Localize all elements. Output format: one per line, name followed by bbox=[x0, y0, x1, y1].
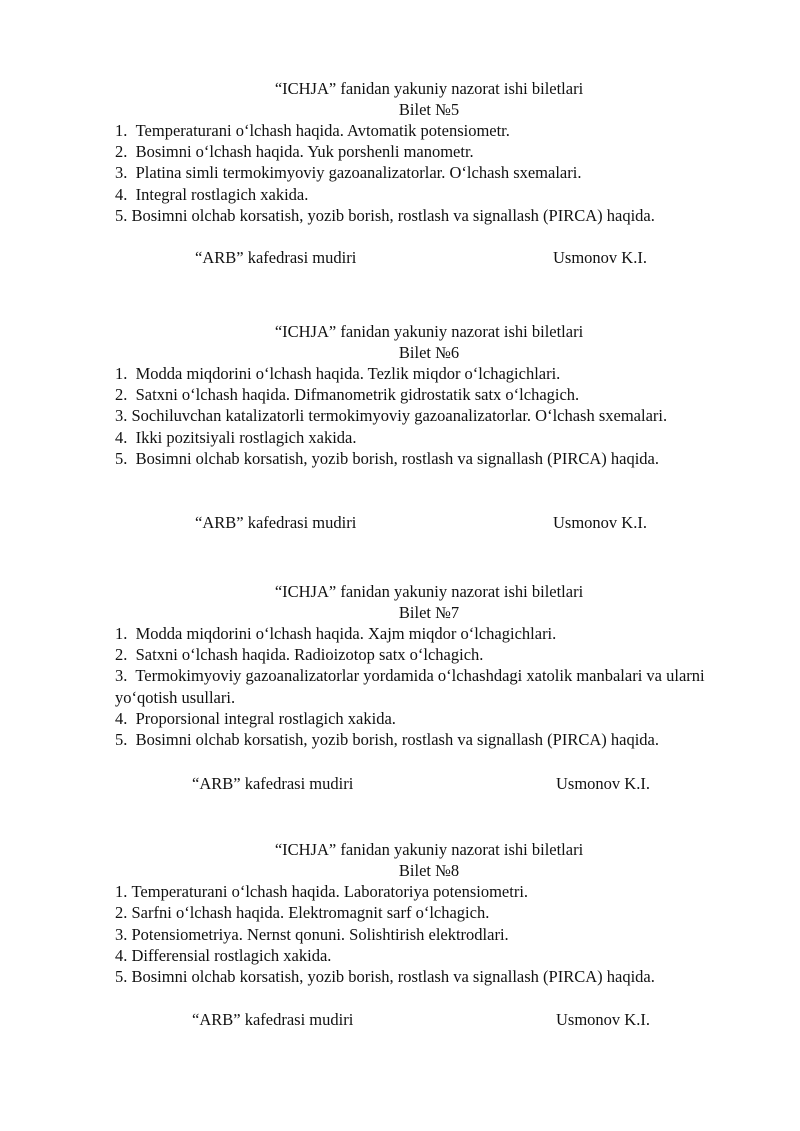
question-number: 3. bbox=[115, 406, 132, 426]
question-item bbox=[115, 623, 743, 644]
question-item bbox=[115, 665, 743, 707]
question-item bbox=[115, 141, 743, 162]
question-item bbox=[115, 184, 743, 205]
question-number: 4. bbox=[115, 427, 136, 447]
question-text: Proporsional integral rostlagich xakida. bbox=[135, 708, 396, 728]
question-item bbox=[115, 881, 743, 902]
department-head-title: “ARB” kafedrasi mudiri bbox=[195, 513, 357, 533]
question-text: Bosimni olchab korsatish, yozib borish, rostlash va signallash (PIRCA) haqida. bbox=[135, 730, 659, 750]
department-head-name: Usmonov K.I. bbox=[553, 513, 647, 533]
question-text: Differensial rostlagich xakida. bbox=[131, 945, 332, 965]
question-text: Modda miqdorini o‘lchash haqida. Tezlik miqdor o‘lchagichlari. bbox=[135, 364, 561, 384]
question-item bbox=[115, 427, 743, 448]
question-number: 4. bbox=[115, 708, 136, 728]
question-text: Termokimyoviy gazoanalizatorlar yordamida o‘lchashdagi xatolik manbalari va ularni yo‘qotish usullari. bbox=[115, 666, 705, 707]
question-text: Temperaturani o‘lchash haqida. Avtomatik potensiometr. bbox=[135, 121, 510, 140]
question-item bbox=[115, 363, 743, 384]
question-item bbox=[115, 924, 743, 945]
ticket-title: “ICHJA” fanidan yakuniy nazorat ishi biletlari bbox=[274, 582, 584, 602]
question-number: 2. bbox=[115, 142, 136, 162]
question-list bbox=[115, 363, 743, 469]
question-text: Bosimni olchab korsatish, yozib borish, rostlash va signallash (PIRCA) haqida. bbox=[131, 205, 655, 225]
question-number: 1. bbox=[115, 624, 136, 644]
question-text: Modda miqdorini o‘lchash haqida. Xajm miqdor o‘lchagichlari. bbox=[135, 624, 557, 644]
question-text: Platina simli termokimyoviy gazoanalizatorlar. O‘lchash sxemalari. bbox=[135, 163, 582, 183]
question-text: Sochiluvchan katalizatorli termokimyoviy gazoanalizatorlar. O‘lchash sxemalari. bbox=[131, 406, 668, 426]
department-head-title: “ARB” kafedrasi mudiri bbox=[195, 248, 357, 268]
question-item bbox=[115, 162, 743, 183]
ticket-5 bbox=[115, 78, 743, 268]
question-number: 1. bbox=[115, 882, 132, 902]
question-item bbox=[115, 644, 743, 665]
signature-line bbox=[115, 247, 743, 268]
ticket-title: “ICHJA” fanidan yakuniy nazorat ishi biletlari bbox=[274, 840, 584, 860]
question-list bbox=[115, 120, 743, 226]
question-item bbox=[115, 966, 743, 987]
question-number: 5. bbox=[115, 448, 136, 468]
department-head-title: “ARB” kafedrasi mudiri bbox=[192, 774, 354, 794]
question-item bbox=[115, 405, 743, 426]
signature-line bbox=[115, 773, 743, 794]
department-head-title: “ARB” kafedrasi mudiri bbox=[192, 1010, 354, 1030]
ticket-7 bbox=[115, 581, 743, 794]
question-list bbox=[115, 881, 743, 987]
question-number: 2. bbox=[115, 903, 132, 923]
question-text: Integral rostlagich xakida. bbox=[135, 184, 309, 204]
ticket-6 bbox=[115, 321, 743, 533]
question-text: Satxni o‘lchash haqida. Radioizotop satx o‘lchagich. bbox=[135, 645, 484, 665]
question-number: 1. bbox=[115, 364, 136, 384]
question-text: Bosimni o‘lchash haqida. Yuk porshenli manometr. bbox=[135, 142, 474, 162]
signature-line bbox=[115, 512, 743, 533]
question-text: Sarfni o‘lchash haqida. Elektromagnit sarf o‘lchagich. bbox=[131, 903, 490, 923]
question-text: Temperaturani o‘lchash haqida. Laboratoriya potensiometri. bbox=[131, 882, 529, 902]
ticket-title: “ICHJA” fanidan yakuniy nazorat ishi biletlari bbox=[274, 79, 584, 98]
question-number: 2. bbox=[115, 645, 136, 665]
question-item bbox=[115, 729, 743, 750]
ticket-number: Bilet №8 bbox=[398, 861, 460, 881]
question-item bbox=[115, 902, 743, 923]
department-head-name: Usmonov K.I. bbox=[556, 1010, 650, 1030]
question-item bbox=[115, 448, 743, 469]
document-page bbox=[115, 78, 743, 1030]
ticket-number: Bilet №5 bbox=[398, 100, 460, 119]
question-text: Bosimni olchab korsatish, yozib borish, rostlash va signallash (PIRCA) haqida. bbox=[131, 967, 655, 987]
question-list bbox=[115, 623, 743, 750]
question-number: 4. bbox=[115, 184, 136, 204]
question-number: 3. bbox=[115, 924, 132, 944]
question-number: 5. bbox=[115, 730, 136, 750]
ticket-8 bbox=[115, 839, 743, 1030]
question-text: Satxni o‘lchash haqida. Difmanometrik gidrostatik satx o‘lchagich. bbox=[135, 385, 580, 405]
ticket-title: “ICHJA” fanidan yakuniy nazorat ishi biletlari bbox=[274, 322, 584, 342]
question-item bbox=[115, 120, 743, 141]
question-number: 2. bbox=[115, 385, 136, 405]
question-text: Ikki pozitsiyali rostlagich xakida. bbox=[135, 427, 357, 447]
question-number: 3. bbox=[115, 666, 136, 686]
question-text: Potensiometriya. Nernst qonuni. Solishtirish elektrodlari. bbox=[131, 924, 509, 944]
question-number: 1. bbox=[115, 121, 136, 140]
department-head-name: Usmonov K.I. bbox=[553, 248, 647, 268]
ticket-number: Bilet №7 bbox=[398, 603, 460, 623]
signature-line bbox=[115, 1009, 743, 1030]
question-number: 3. bbox=[115, 163, 136, 183]
question-number: 4. bbox=[115, 945, 132, 965]
question-item bbox=[115, 384, 743, 405]
question-text: Bosimni olchab korsatish, yozib borish, rostlash va signallash (PIRCA) haqida. bbox=[135, 448, 659, 468]
question-item bbox=[115, 945, 743, 966]
question-item bbox=[115, 205, 743, 226]
question-number: 5. bbox=[115, 205, 132, 225]
question-item bbox=[115, 708, 743, 729]
question-number: 5. bbox=[115, 967, 132, 987]
ticket-number: Bilet №6 bbox=[398, 343, 460, 363]
department-head-name: Usmonov K.I. bbox=[556, 774, 650, 794]
